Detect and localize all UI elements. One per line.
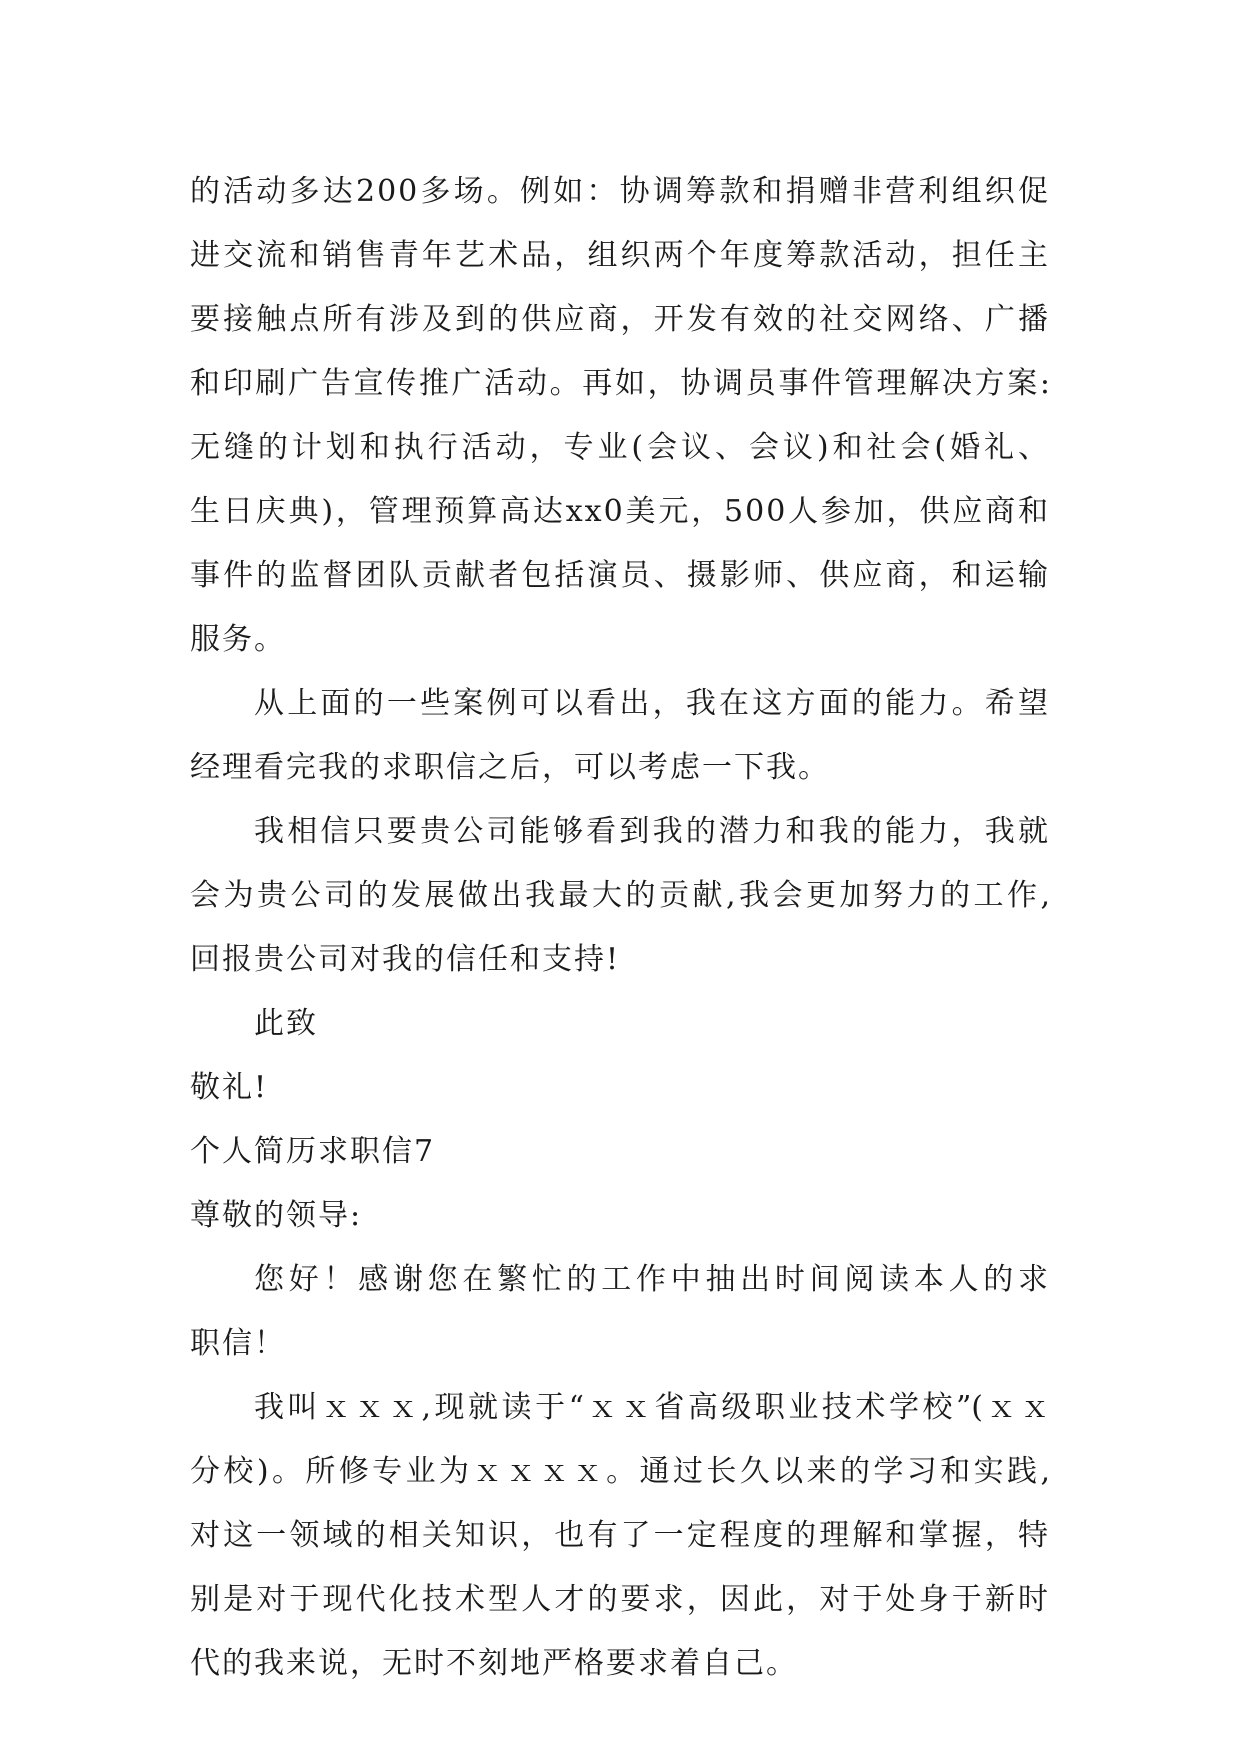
section-title: 个人简历求职信7	[190, 1134, 436, 1169]
text-line: 要接触点所有涉及到的供应商，开发有效的社交网络、广播	[190, 302, 1050, 337]
text-line: 事件的监督团队贡献者包括演员、摄影师、供应商，和运输	[190, 558, 1050, 593]
text-line: 分校)。所修专业为ｘｘｘｘ。通过长久以来的学习和实践,	[190, 1454, 1050, 1489]
closing-salutation: 此致	[254, 1006, 318, 1041]
text-line: 我相信只要贵公司能够看到我的潜力和我的能力，我就	[254, 814, 1050, 849]
text-line: 经理看完我的求职信之后，可以考虑一下我。	[190, 750, 830, 785]
text-line: 的活动多达200多场。例如：协调筹款和捐赠非营利组织促	[190, 174, 1050, 209]
text-line: 对这一领域的相关知识，也有了一定程度的理解和掌握，特	[190, 1518, 1050, 1553]
text-line: 您好！感谢您在繁忙的工作中抽出时间阅读本人的求	[254, 1262, 1050, 1297]
text-line: 服务。	[190, 622, 286, 657]
letter-greeting: 尊敬的领导:	[190, 1198, 363, 1233]
closing-regards: 敬礼!	[190, 1070, 269, 1105]
text-line: 生日庆典)，管理预算高达xx0美元，500人参加，供应商和	[190, 494, 1050, 529]
text-line: 代的我来说，无时不刻地严格要求着自己。	[190, 1646, 798, 1681]
text-line: 我叫ｘｘｘ,现就读于“ｘｘ省高级职业技术学校”(ｘｘ	[254, 1390, 1050, 1425]
text-line: 职信！	[190, 1326, 286, 1361]
text-line: 无缝的计划和执行活动，专业(会议、会议)和社会(婚礼、	[190, 430, 1050, 465]
text-line: 进交流和销售青年艺术品，组织两个年度筹款活动，担任主	[190, 238, 1050, 273]
text-line: 和印刷广告宣传推广活动。再如，协调员事件管理解决方案:	[190, 366, 1050, 401]
text-line: 回报贵公司对我的信任和支持!	[190, 942, 621, 977]
text-line: 会为贵公司的发展做出我最大的贡献,我会更加努力的工作,	[190, 878, 1050, 913]
document-body	[190, 160, 1050, 1696]
text-line: 从上面的一些案例可以看出，我在这方面的能力。希望	[254, 686, 1050, 721]
text-line: 别是对于现代化技术型人才的要求，因此，对于处身于新时	[190, 1582, 1050, 1617]
